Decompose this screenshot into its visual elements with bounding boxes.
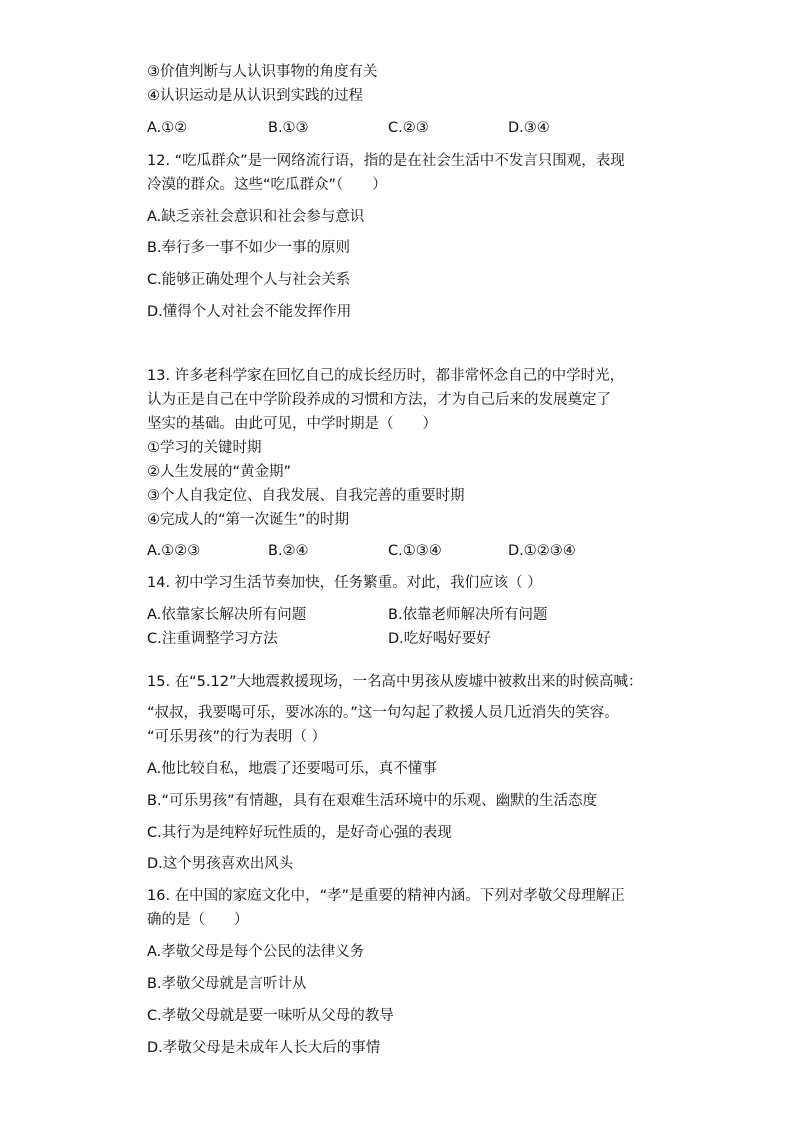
q16-option-b: B.孝敬父母就是言听计从 — [147, 976, 307, 992]
q11-option-a: A.①② — [147, 120, 188, 136]
q15-option-d: D.这个男孩喜欢出风头 — [147, 856, 294, 872]
q16-option-a: A.孝敬父母是每个公民的法律义务 — [147, 944, 365, 960]
q14-option-d: D.吃好喝好要好 — [388, 631, 491, 647]
q11-option-b: B.①③ — [268, 120, 309, 136]
q16-stem-line-1: 16. 在中国的家庭文化中，“孝”是重要的精神内涵。下列对孝敬父母理解正 — [147, 888, 625, 904]
q12-option-d: D.懂得个人对社会不能发挥作用 — [147, 304, 352, 320]
q11-option-c: C.②③ — [388, 120, 429, 136]
q13-statement-2: ②人生发展的“黄金期” — [147, 464, 292, 480]
q14-option-c: C.注重调整学习方法 — [147, 631, 278, 647]
q14-option-a: A.依靠家长解决所有问题 — [147, 607, 307, 623]
q13-stem-line-1: 13. 许多老科学家在回忆自己的成长经历时，都非常怀念自己的中学时光， — [147, 368, 625, 384]
q13-statement-1: ①学习的关键时期 — [147, 440, 262, 456]
q11-option-d: D.③④ — [508, 120, 550, 136]
q13-statement-4: ④完成人的“第一次诞生”的时期 — [147, 512, 350, 528]
q15-option-a: A.他比较自私，地震了还要喝可乐，真不懂事 — [147, 761, 437, 777]
q13-stem-line-2: 认为正是自己在中学阶段养成的习惯和方法，才为自己后来的发展奠定了 — [147, 392, 611, 408]
q11-statement-3: ③价值判断与人认识事物的角度有关 — [147, 64, 378, 80]
q13-option-b: B.②④ — [268, 543, 309, 559]
q12-option-b: B.奉行多一事不如少一事的原则 — [147, 240, 351, 256]
q15-stem-line-3: “可乐男孩”的行为表明（ ） — [147, 729, 327, 745]
q11-statement-4: ④认识运动是从认识到实践的过程 — [147, 88, 363, 104]
q12-stem-line-1: 12. “吃瓜群众”是一网络流行语，指的是在社会生活中不发言只围观，表现 — [147, 153, 625, 169]
q16-option-d: D.孝敬父母是未成年人长大后的事情 — [147, 1040, 381, 1056]
q15-option-b: B.“可乐男孩”有情趣，具有在艰难生活环境中的乐观、幽默的生活态度 — [147, 793, 598, 809]
q16-stem-line-2: 确的是（ ） — [147, 912, 249, 928]
q13-statement-3: ③个人自我定位、自我发展、自我完善的重要时期 — [147, 488, 465, 504]
q15-stem-line-1: 15. 在“5.12”大地震救援现场，一名高中男孩从废墟中被救出来的时候高喊： — [147, 674, 643, 690]
q12-option-a: A.缺乏亲社会意识和社会参与意识 — [147, 209, 365, 225]
q13-option-a: A.①②③ — [147, 543, 201, 559]
q14-option-b: B.依靠老师解决所有问题 — [388, 607, 548, 623]
q12-stem-line-2: 冷漠的群众。这些“吃瓜群众”（ ） — [147, 177, 387, 193]
q13-option-c: C.①③④ — [388, 543, 442, 559]
q14-stem: 14. 初中学习生活节奏加快，任务繁重。对此，我们应该（ ） — [147, 575, 542, 591]
q15-option-c: C.其行为是纯粹好玩性质的，是好奇心强的表现 — [147, 825, 452, 841]
q13-option-d: D.①②③④ — [508, 543, 576, 559]
q16-option-c: C.孝敬父母就是要一味听从父母的教导 — [147, 1008, 394, 1024]
q15-stem-line-2: “叔叔，我要喝可乐，要冰冻的。”这一句勾起了救援人员几近消失的笑容。 — [147, 705, 619, 721]
q12-option-c: C.能够正确处理个人与社会关系 — [147, 272, 351, 288]
q13-stem-line-3: 坚实的基础。由此可见，中学时期是（ ） — [147, 416, 437, 432]
